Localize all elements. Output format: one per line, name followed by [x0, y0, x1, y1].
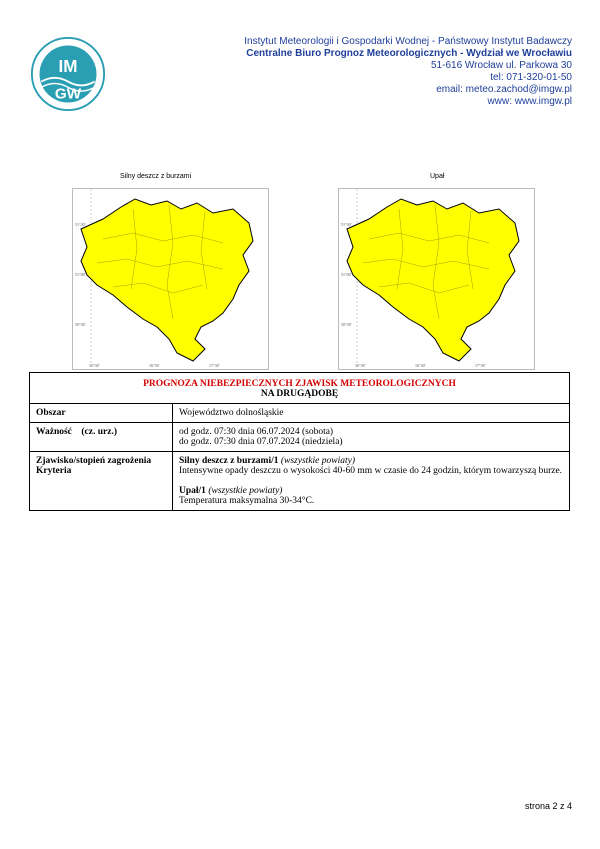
header-line-institute: Instytut Meteorologii i Gospodarki Wodnej - Państwowy Instytut Badawczy: [244, 36, 572, 47]
map-heat-xtick-2: 16°30': [415, 363, 426, 368]
page-number: strona 2 z 4: [524, 801, 572, 811]
validity-from: od godz. 07:30 dnia 06.07.2024 (sobota): [179, 427, 334, 437]
map-heat-xtick-3: 17°30': [475, 363, 486, 368]
phenomenon-name: Upał/1: [179, 486, 206, 496]
header-line-address: 51-616 Wrocław ul. Parkowa 30: [431, 60, 572, 71]
map-heat-ytick-3: 50°30': [341, 322, 352, 327]
validity-label-cell: [30, 423, 173, 452]
criteria-label: Kryteria: [36, 466, 72, 476]
validity-value: [173, 423, 570, 452]
map-rain-svg: [73, 189, 268, 369]
institution-header: [244, 36, 572, 108]
table-title-row: [30, 373, 570, 404]
table-row-area: [30, 404, 570, 423]
table-row-phenomena: [30, 452, 570, 511]
map-heat: [338, 188, 535, 370]
map-rain-xtick-2: 16°30': [149, 363, 160, 368]
phenomenon-desc: Temperatura maksymalna 30-34°C.: [179, 496, 315, 506]
map-heat-ytick-1: 51°30': [341, 222, 352, 227]
header-line-office: Centralne Biuro Prognoz Meteorologicznych - Wydział we Wrocławiu: [246, 48, 572, 59]
logo-text-bottom: GW: [54, 85, 82, 103]
table-row-validity: [30, 423, 570, 452]
table-title-main: PROGNOZA NIEBEZPIECZNYCH ZJAWISK METEOROLOGICZNYCH: [143, 379, 456, 389]
phenomenon-item: [179, 486, 563, 506]
warning-table: [29, 372, 570, 511]
phenomenon-item: [179, 456, 563, 476]
phenomena-label: Zjawisko/stopień zagrożenia: [36, 456, 152, 466]
map-heat-svg: [339, 189, 534, 369]
validity-label: Ważność: [36, 427, 72, 437]
map-rain-ytick-3: 50°30': [75, 322, 86, 327]
header-line-www[interactable]: www: www.imgw.pl: [487, 96, 572, 107]
validity-to: do godz. 07:30 dnia 07.07.2024 (niedziela): [179, 437, 343, 447]
table-title: [30, 373, 570, 404]
phenomena-label-cell: [30, 452, 173, 511]
area-value: Województwo dolnośląskie: [173, 404, 570, 423]
map-title-heat: Upał: [430, 173, 445, 180]
phenomenon-desc: Intensywne opady deszczu o wysokości 40-60 mm w czasie do 24 godzin, którym towarzyszą burze.: [179, 466, 563, 476]
map-title-rain: Silny deszcz z burzami: [120, 173, 192, 180]
header-line-phone: tel: 071-320-01-50: [490, 72, 572, 83]
phenomena-value: [173, 452, 570, 511]
table-title-sub: NA DRUGĄDOBĘ: [260, 389, 339, 399]
map-rain-xtick-1: 15°30': [89, 363, 100, 368]
map-rain-ytick-1: 51°30': [75, 222, 86, 227]
imgw-logo: [30, 36, 106, 112]
phenomenon-scope: (wszystkie powiaty): [280, 456, 355, 466]
map-heat-ytick-2: 51°00': [341, 272, 352, 277]
phenomenon-name: Silny deszcz z burzami/1: [179, 456, 279, 466]
header-line-email[interactable]: email: meteo.zachod@imgw.pl: [436, 84, 572, 95]
map-rain: [72, 188, 269, 370]
map-rain-xtick-3: 17°30': [209, 363, 220, 368]
map-rain-ytick-2: 51°00': [75, 272, 86, 277]
validity-unit: (cz. urz.): [81, 427, 117, 437]
area-label: Obszar: [30, 404, 173, 423]
logo-text-top: IM: [58, 57, 78, 77]
phenomenon-scope: (wszystkie powiaty): [208, 486, 283, 496]
map-heat-xtick-1: 15°30': [355, 363, 366, 368]
